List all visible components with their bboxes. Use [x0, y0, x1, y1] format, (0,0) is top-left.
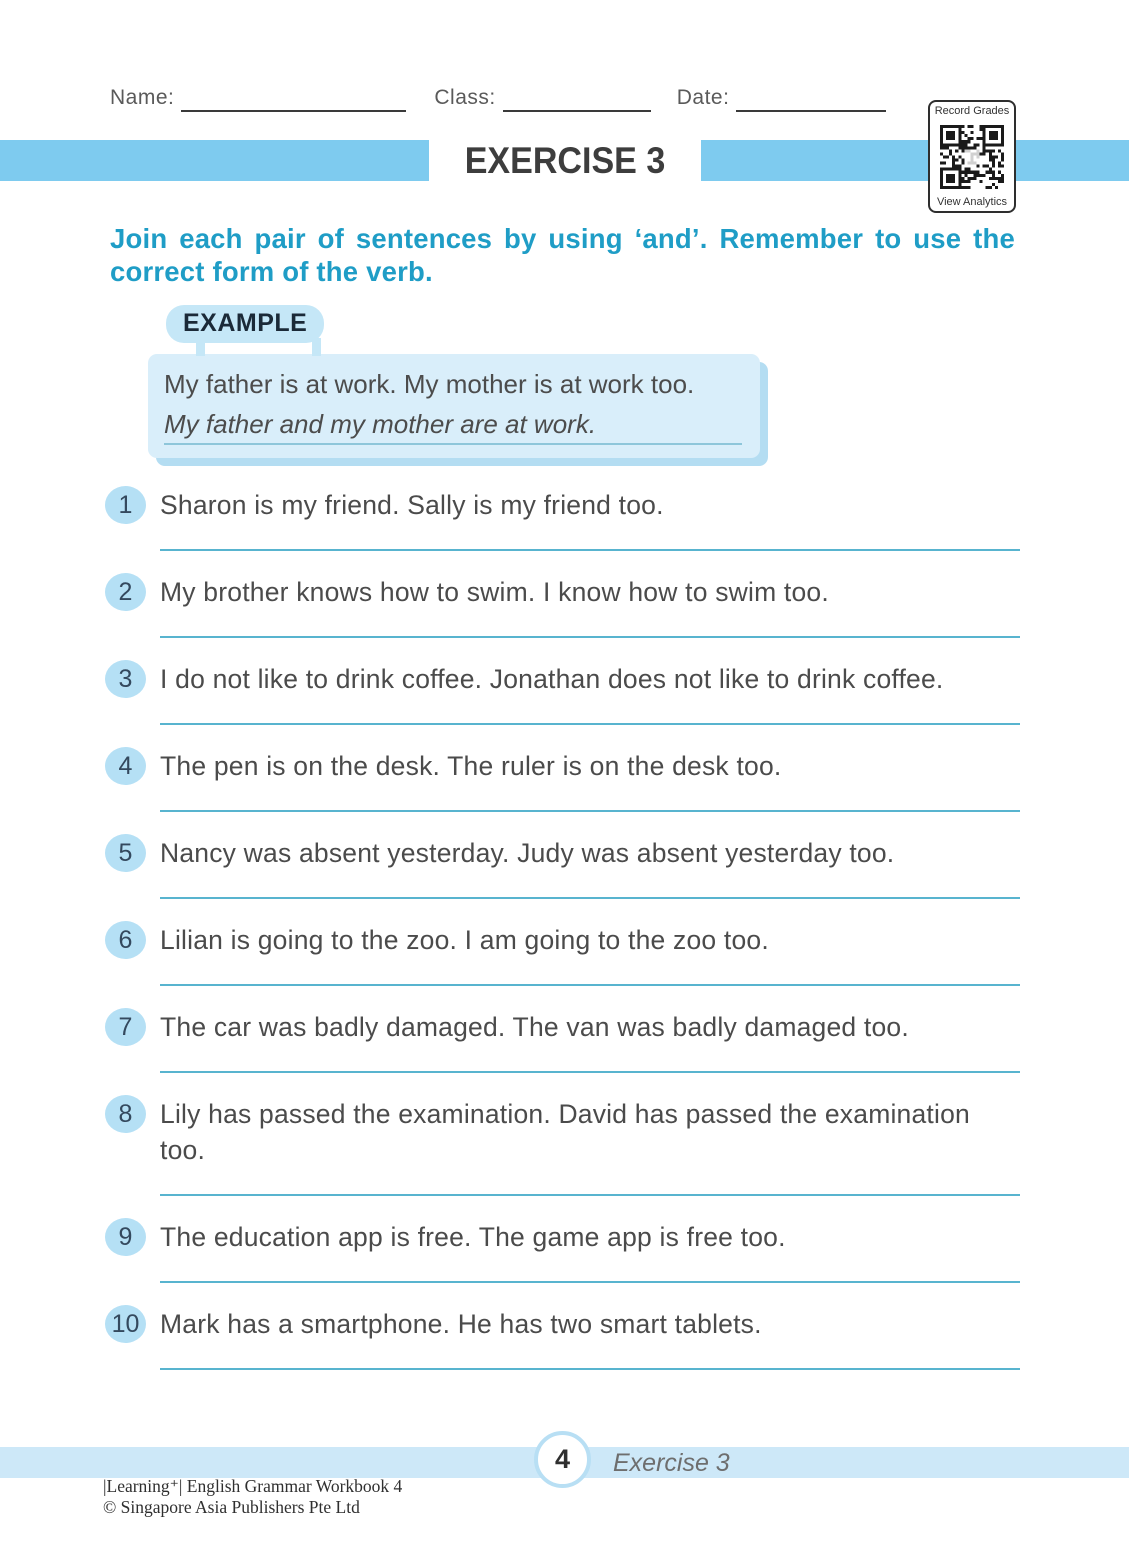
example-prompt: My father is at work. My mother is at work too. [164, 369, 695, 399]
question-body [160, 1219, 1020, 1283]
question-text: Mark has a smartphone. He has two smart tablets. [160, 1309, 762, 1339]
question-item [105, 748, 1020, 812]
question-text: Lily has passed the examination. David has passed the examination too. [160, 1099, 970, 1165]
question-text: Nancy was absent yesterday. Judy was absent yesterday too. [160, 838, 895, 868]
question-body [160, 1096, 1020, 1196]
banner-title-box [429, 140, 701, 181]
qr-pattern-icon [940, 125, 1004, 189]
question-text: My brother knows how to swim. I know how to swim too. [160, 577, 829, 607]
class-label: Class: [434, 86, 496, 109]
answer-input-line[interactable] [160, 549, 1020, 551]
question-number: 9 [105, 1218, 146, 1256]
question-number: 10 [105, 1305, 146, 1343]
header-fields [110, 86, 886, 112]
answer-input-line[interactable] [160, 1194, 1020, 1196]
question-body [160, 1009, 1020, 1073]
question-item [105, 661, 1020, 725]
question-body [160, 574, 1020, 638]
date-label: Date: [676, 86, 730, 109]
answer-input-line[interactable] [160, 723, 1020, 725]
answer-input-line[interactable] [160, 1071, 1020, 1073]
question-number: 1 [105, 486, 146, 524]
question-number: 8 [105, 1095, 146, 1133]
question-item [105, 835, 1020, 899]
page-number: 4 [534, 1431, 591, 1488]
date-field-group [677, 86, 887, 112]
question-body [160, 1306, 1020, 1370]
question-text: The car was badly damaged. The van was badly damaged too. [160, 1012, 909, 1042]
question-text: The education app is free. The game app is free too. [160, 1222, 786, 1252]
question-number: 4 [105, 747, 146, 785]
example-badge: EXAMPLE [166, 305, 324, 343]
qr-top-label: Record Grades [934, 105, 1010, 117]
question-item [105, 1096, 1020, 1196]
question-item [105, 1306, 1020, 1370]
question-item [105, 1219, 1020, 1283]
question-number: 3 [105, 660, 146, 698]
question-text: The pen is on the desk. The ruler is on the desk too. [160, 751, 782, 781]
question-text: Lilian is going to the zoo. I am going to the zoo too. [160, 925, 769, 955]
question-number: 5 [105, 834, 146, 872]
question-number: 6 [105, 921, 146, 959]
question-item [105, 1009, 1020, 1073]
answer-input-line[interactable] [160, 810, 1020, 812]
question-item [105, 922, 1020, 986]
instructions-text: Join each pair of sentences by using ‘and’. Remember to use the correct form of the verb. [110, 223, 1015, 287]
answer-input-line[interactable] [160, 897, 1020, 899]
date-input-line[interactable] [736, 88, 886, 112]
answer-input-line[interactable] [160, 1368, 1020, 1370]
answer-input-line[interactable] [160, 636, 1020, 638]
answer-input-line[interactable] [160, 984, 1020, 986]
question-body [160, 922, 1020, 986]
question-item [105, 487, 1020, 551]
banner-bar-left [0, 140, 429, 181]
imprint-line-1: |Learning⁺| English Grammar Workbook 4 [103, 1476, 403, 1496]
publisher-imprint [103, 1476, 402, 1518]
name-input-line[interactable] [181, 88, 406, 112]
name-field-group [110, 86, 434, 112]
footer-exercise-label: Exercise 3 [613, 1449, 730, 1477]
imprint-line-2: © Singapore Asia Publishers Pte Ltd [103, 1497, 360, 1517]
question-text: I do not like to drink coffee. Jonathan does not like to drink coffee. [160, 664, 944, 694]
class-input-line[interactable] [503, 88, 651, 112]
question-body [160, 835, 1020, 899]
qr-code[interactable] [928, 100, 1016, 213]
question-number: 2 [105, 573, 146, 611]
class-field-group [434, 86, 676, 112]
questions-list [105, 487, 1020, 1393]
qr-bottom-label: View Analytics [936, 196, 1008, 208]
question-body [160, 487, 1020, 551]
banner-bar-right [701, 140, 1129, 181]
question-text: Sharon is my friend. Sally is my friend too. [160, 490, 664, 520]
answer-input-line[interactable] [160, 1281, 1020, 1283]
page-title: EXERCISE 3 [464, 139, 665, 181]
example-answer: My father and my mother are at work. [164, 409, 742, 445]
question-body [160, 748, 1020, 812]
name-label: Name: [110, 86, 175, 109]
question-item [105, 574, 1020, 638]
question-body [160, 661, 1020, 725]
question-number: 7 [105, 1008, 146, 1046]
example-box [148, 354, 760, 458]
